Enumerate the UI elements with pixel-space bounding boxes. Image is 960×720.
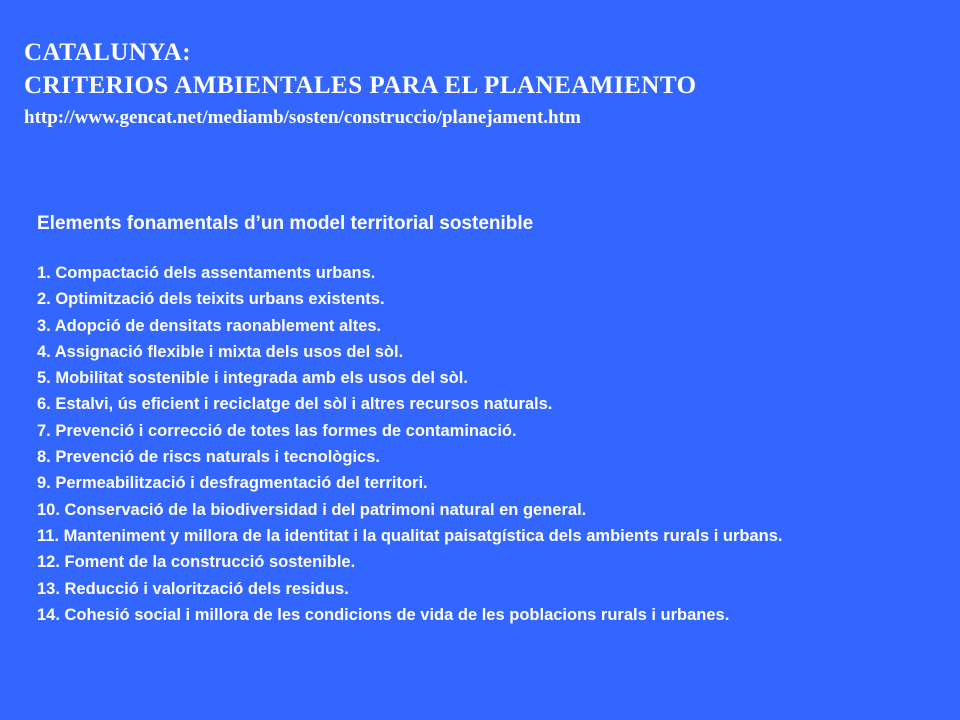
list-item: 7. Prevenció i correcció de totes las formes de contaminació. bbox=[37, 421, 517, 440]
slide-header bbox=[24, 36, 944, 134]
list-item: 4. Assignació flexible i mixta dels usos del sòl. bbox=[37, 342, 404, 361]
list-item: 12. Foment de la construcció sostenible. bbox=[37, 553, 356, 572]
list-item: 8. Prevenció de riscs naturals i tecnològics. bbox=[37, 448, 380, 467]
title-line-1: CATALUNYA: bbox=[24, 39, 192, 66]
list-item: 6. Estalvi, ús eficient i reciclatge del sòl i altres recursos naturals. bbox=[37, 395, 553, 414]
slide-content bbox=[37, 210, 942, 628]
title-line-2: CRITERIOS AMBIENTALES PARA EL PLANEAMIENTO bbox=[24, 72, 697, 99]
content-subheading: Elements fonamentals d’un model territorial sostenible bbox=[37, 213, 534, 234]
list-item: 3. Adopció de densitats raonablement altes. bbox=[37, 316, 382, 335]
list-item: 14. Cohesió social i millora de les condicions de vida de les poblacions rurals i urbanes. bbox=[37, 605, 730, 624]
criteria-list bbox=[37, 260, 942, 628]
list-item: 5. Mobilitat sostenible i integrada amb els usos del sòl. bbox=[37, 369, 468, 388]
list-item: 13. Reducció i valorització dels residus. bbox=[37, 579, 349, 598]
list-item: 2. Optimització dels teixits urbans existents. bbox=[37, 290, 385, 309]
list-item: 10. Conservació de la biodiversidad i del patrimoni natural en general. bbox=[37, 500, 587, 519]
list-item: 11. Manteniment y millora de la identitat i la qualitat paisatgística dels ambients rurals i urbans. bbox=[37, 526, 783, 545]
source-url: http://www.gencat.net/mediamb/sosten/construccio/planejament.htm bbox=[24, 107, 581, 128]
list-item: 1. Compactació dels assentaments urbans. bbox=[37, 264, 376, 282]
list-item: 9. Permeabilització i desfragmentació del territori. bbox=[37, 474, 428, 493]
